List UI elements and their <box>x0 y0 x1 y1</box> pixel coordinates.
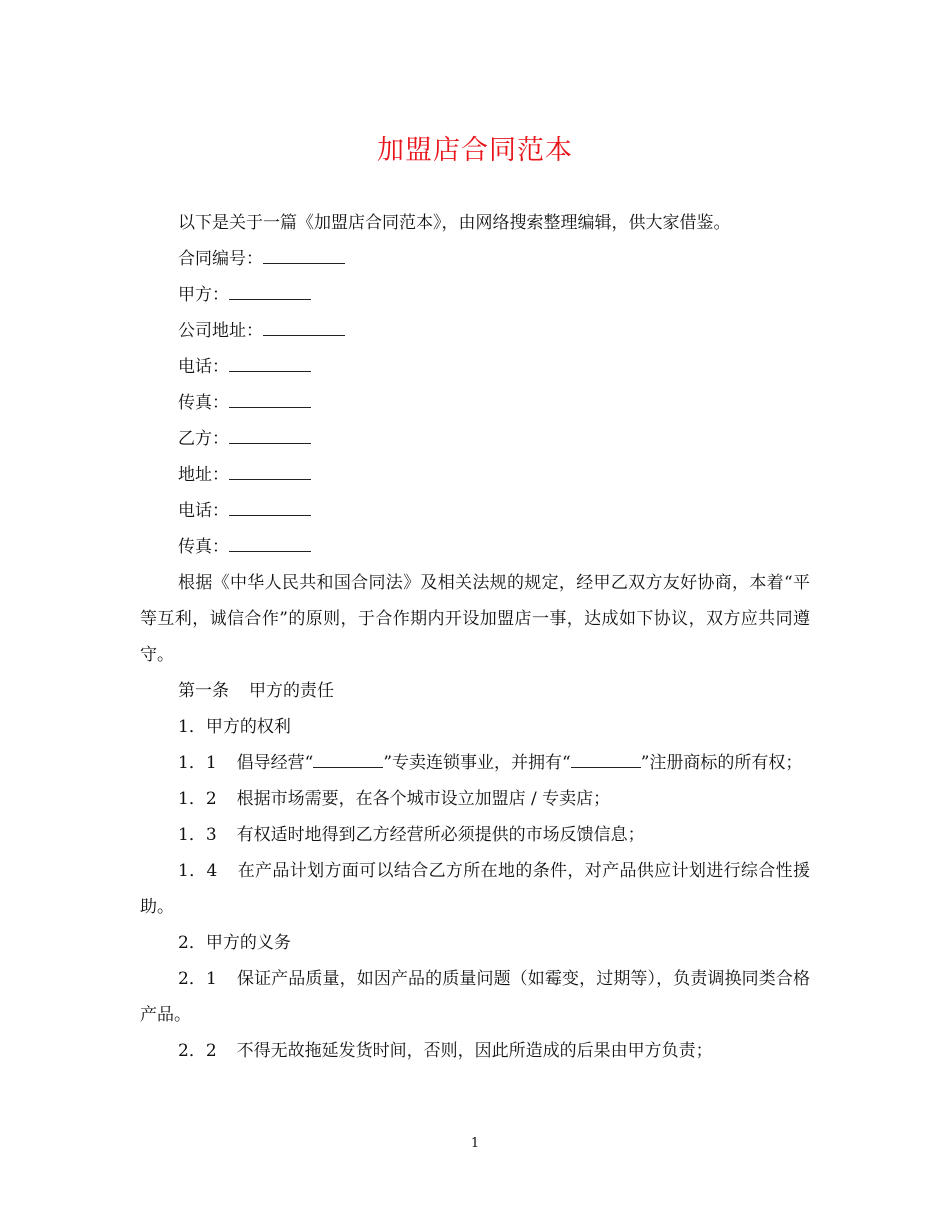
clause-1-3: 1．3 有权适时地得到乙方经营所必须提供的市场反馈信息； <box>178 825 645 845</box>
field-party-b-phone: 电话： <box>140 493 810 529</box>
fill-blank[interactable] <box>229 281 311 300</box>
field-contract-number: 合同编号： <box>140 241 810 277</box>
field-party-b-fax: 传真： <box>140 529 810 565</box>
clause-2-1: 2．1 保证产品质量，如因产品的质量问题（如霉变，过期等），负责调换同类合格产品。 <box>140 969 811 1025</box>
clause-1-4: 1．4 在产品计划方面可以结合乙方所在地的条件，对产品供应计划进行综合性援助。 <box>140 861 810 917</box>
field-company-address: 公司地址： <box>140 313 810 349</box>
preamble-paragraph: 根据《中华人民共和国合同法》及相关法规的规定，经甲乙双方友好协商，本着“平等互利，诚信合作”的原则，于合作期内开设加盟店一事，达成如下协议，双方应共同遵守。 <box>140 573 810 665</box>
section-1-heading: 1．甲方的权利 <box>178 717 291 737</box>
fill-blank[interactable] <box>571 749 641 768</box>
field-party-a-phone: 电话： <box>140 349 810 385</box>
fill-blank[interactable] <box>229 461 311 480</box>
field-party-b-address: 地址： <box>140 457 810 493</box>
intro-paragraph: 以下是关于一篇《加盟店合同范本》，由网络搜索整理编辑，供大家借鉴。 <box>178 213 731 233</box>
fill-blank[interactable] <box>229 425 311 444</box>
document-body <box>140 205 810 1069</box>
fill-blank[interactable] <box>263 317 345 336</box>
field-party-a-fax: 传真： <box>140 385 810 421</box>
article-1-heading: 第一条 甲方的责任 <box>178 681 334 701</box>
fill-blank[interactable] <box>229 533 311 552</box>
fill-blank[interactable] <box>229 389 311 408</box>
fill-blank[interactable] <box>229 353 311 372</box>
field-party-a: 甲方： <box>140 277 810 313</box>
section-2-heading: 2．甲方的义务 <box>178 933 291 953</box>
page-number: 1 <box>470 1136 480 1151</box>
clause-1-1: 1．1 倡导经营“ ”专卖连锁事业，并拥有“ ”注册商标的所有权； <box>140 745 810 781</box>
fill-blank[interactable] <box>263 245 345 264</box>
fill-blank[interactable] <box>229 497 311 516</box>
field-party-b: 乙方： <box>140 421 810 457</box>
document-title: 加盟店合同范本 <box>377 135 573 166</box>
clause-2-2: 2．2 不得无故拖延发货时间，否则，因此所造成的后果由甲方负责； <box>178 1041 713 1061</box>
fill-blank[interactable] <box>313 749 383 768</box>
clause-1-2: 1．2 根据市场需要，在各个城市设立加盟店 / 专卖店； <box>178 789 611 809</box>
